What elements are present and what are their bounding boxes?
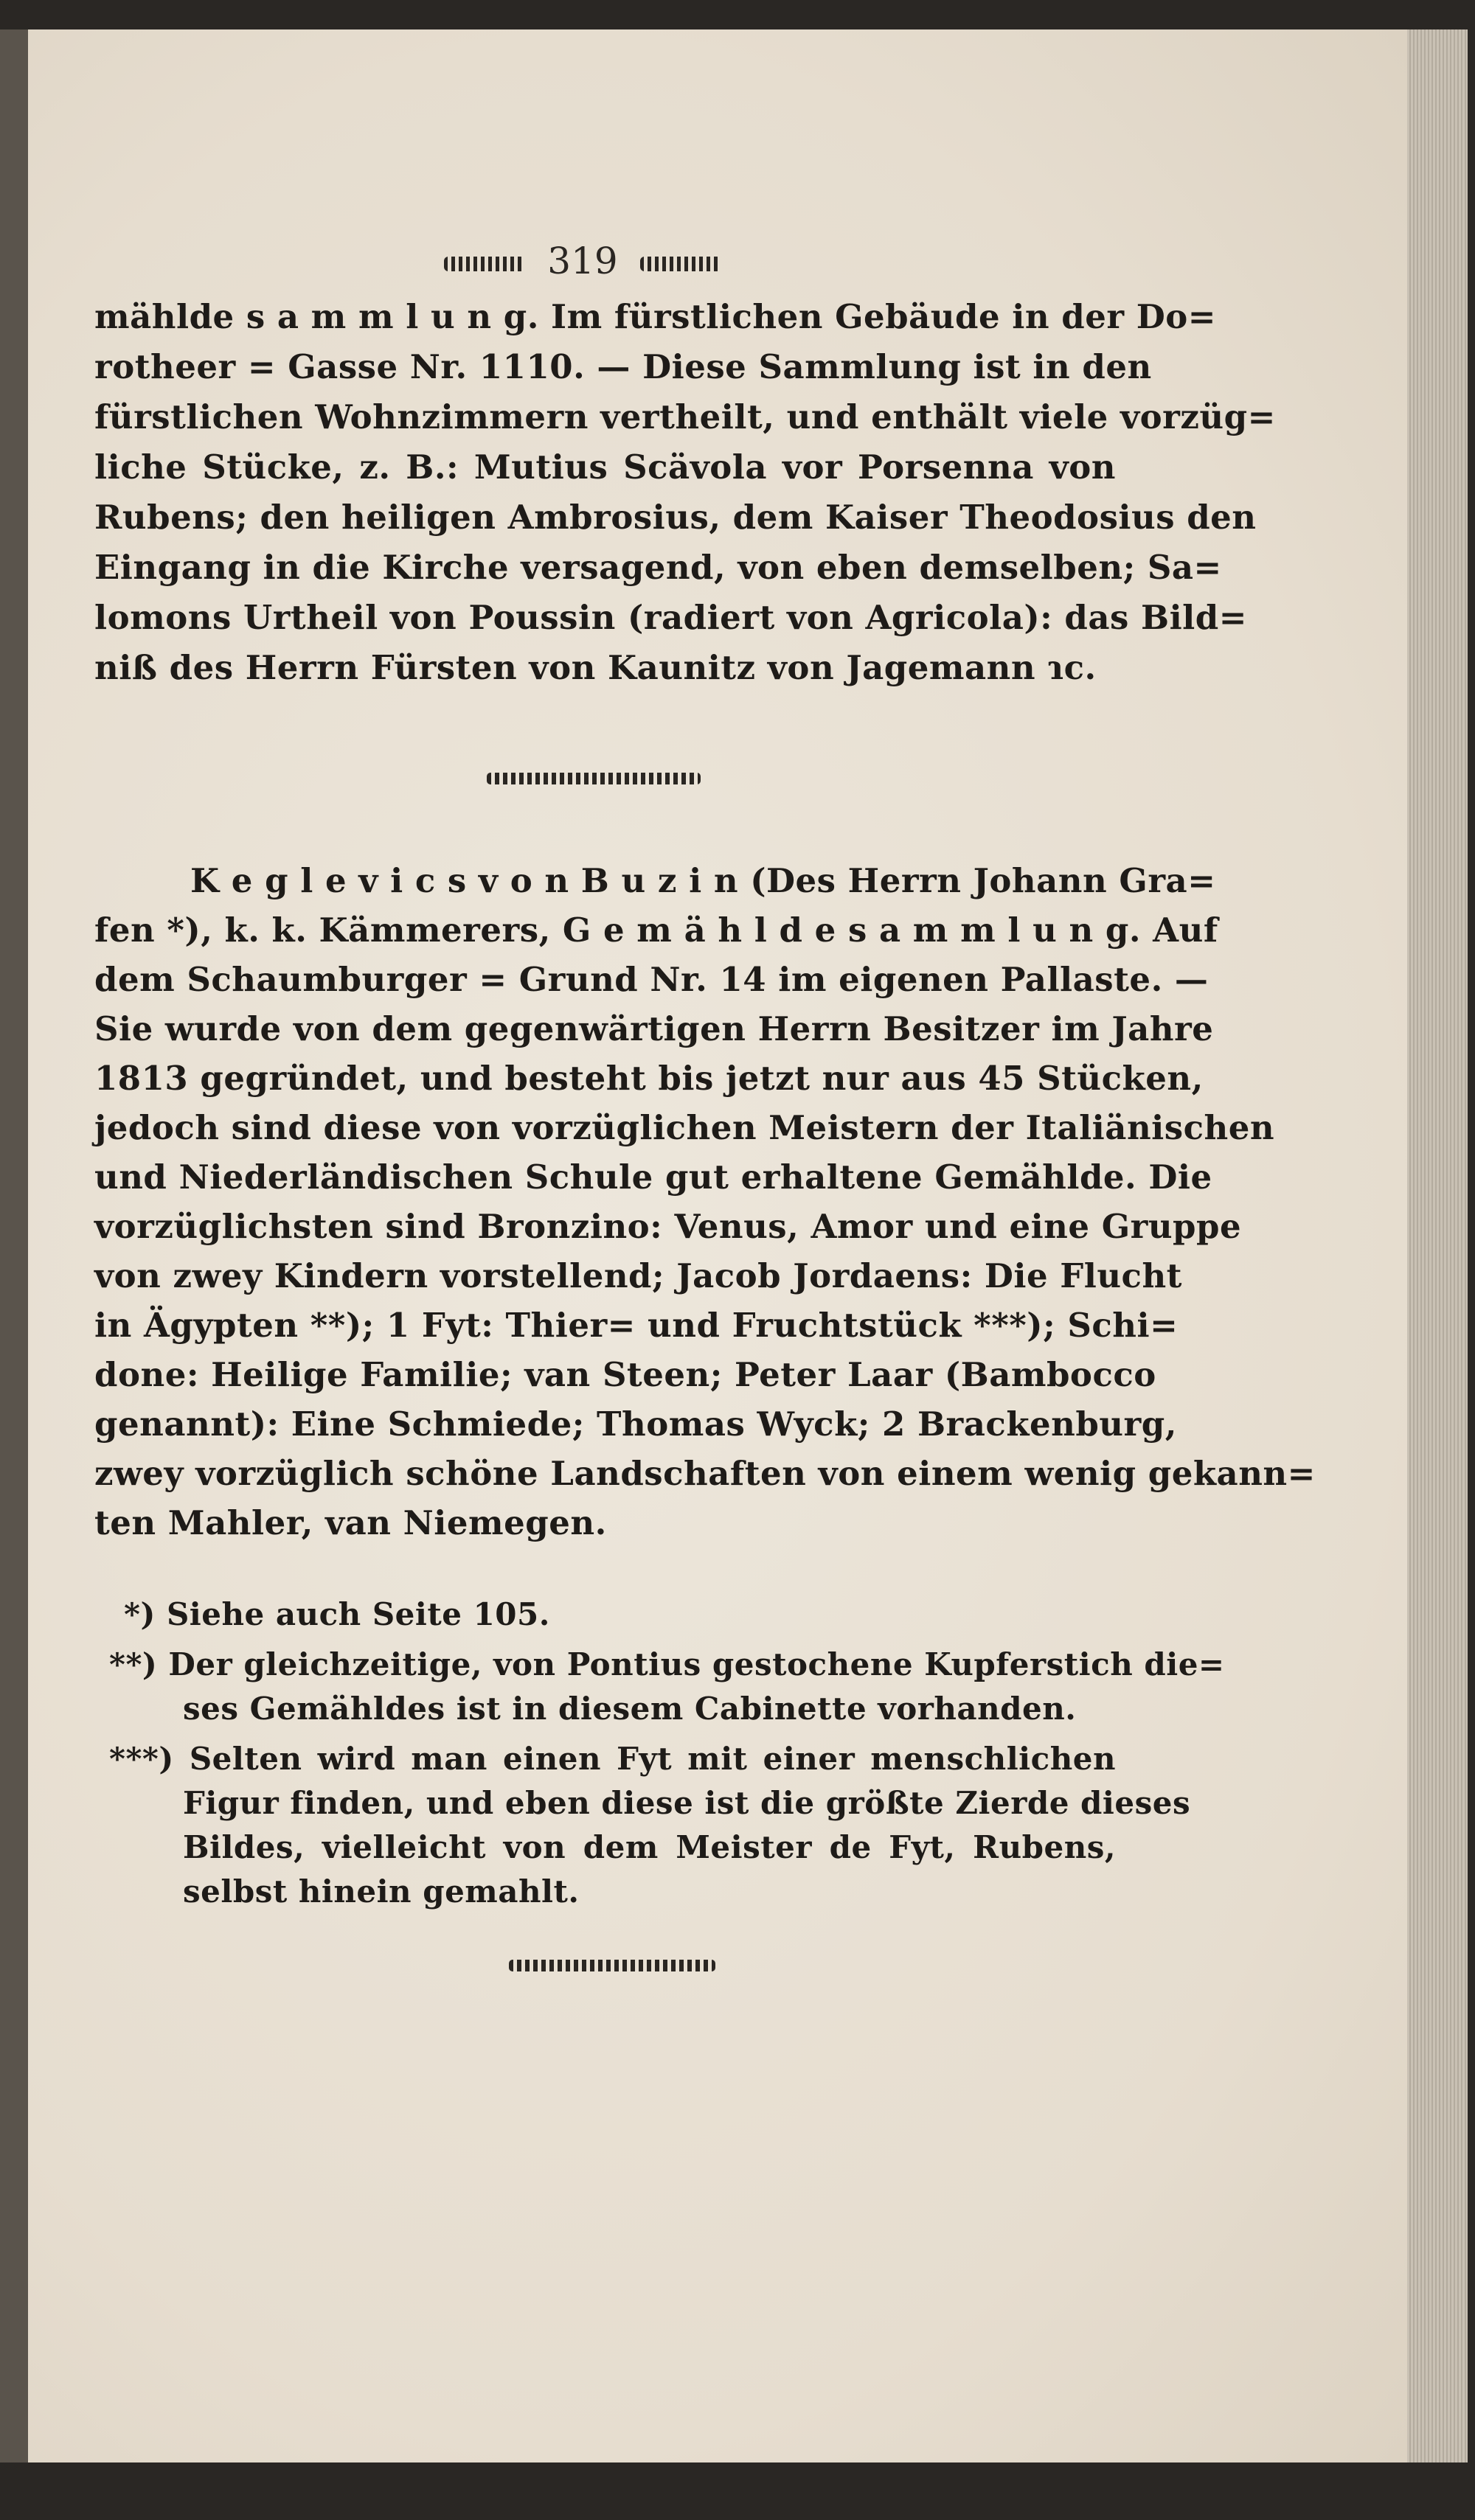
- section-divider: [487, 773, 701, 784]
- text-line: Sie wurde von dem gegenwärtigen Herrn Besitzer im Jahre: [94, 1009, 1214, 1048]
- text-line: *) Siehe auch Seite 105.: [124, 1596, 550, 1632]
- header-ornament-left: [444, 257, 525, 271]
- page-stack-edge: [1407, 29, 1468, 2462]
- text-line: liche Stücke, z. B.: Mutius Scävola vor Porsenna von: [94, 448, 1116, 487]
- text-line: K e g l e v i c s v o n B u z i n (Des Herrn Johann Gra=: [190, 861, 1216, 900]
- text-line: done: Heilige Familie; van Steen; Peter Laar (Bambocco: [94, 1355, 1156, 1394]
- text-line: niß des Herrn Fürsten von Kaunitz von Jagemann ɿc.: [94, 648, 1097, 687]
- text-line: mählde s a m m l u n g. Im fürstlichen Gebäude in der Do=: [94, 297, 1216, 336]
- section-divider-bottom: [509, 1960, 715, 1971]
- text-line: jedoch sind diese von vorzüglichen Meistern der Italiänischen: [94, 1108, 1275, 1147]
- text-line: ten Mahler, van Niemegen.: [94, 1503, 607, 1542]
- page-number: 319: [547, 240, 618, 282]
- book-left-edge: [0, 29, 28, 2462]
- text-line: und Niederländischen Schule gut erhaltene Gemählde. Die: [94, 1158, 1212, 1197]
- text-line: Bildes, vielleicht von dem Meister de Fyt, Rubens,: [183, 1829, 1116, 1865]
- text-line: dem Schaumburger = Grund Nr. 14 im eigenen Pallaste. —: [94, 960, 1209, 999]
- page-header: [413, 240, 752, 282]
- text-line: in Ägypten **); 1 Fyt: Thier= und Fruchtstück ***); Schi=: [94, 1306, 1179, 1345]
- text-line: genannt): Eine Schmiede; Thomas Wyck; 2 Brackenburg,: [94, 1405, 1177, 1444]
- text-line: fürstlichen Wohnzimmern vertheilt, und enthält viele vorzüg=: [94, 397, 1276, 436]
- text-line: Rubens; den heiligen Ambrosius, dem Kaiser Theodosius den: [94, 498, 1257, 537]
- text-line: zwey vorzüglich schöne Landschaften von einem wenig gekann=: [94, 1454, 1316, 1493]
- text-line: **) Der gleichzeitige, von Pontius gestochene Kupferstich die=: [109, 1646, 1225, 1682]
- text-line: rotheer = Gasse Nr. 1110. — Diese Sammlung ist in den: [94, 347, 1152, 386]
- text-line: 1813 gegründet, und besteht bis jetzt nur aus 45 Stücken,: [94, 1059, 1204, 1098]
- text-line: Figur finden, und eben diese ist die größte Zierde dieses: [183, 1785, 1191, 1821]
- text-line: Eingang in die Kirche versagend, von eben demselben; Sa=: [94, 548, 1222, 587]
- text-line: lomons Urtheil von Poussin (radiert von Agricola): das Bild=: [94, 598, 1247, 637]
- text-line: vorzüglichsten sind Bronzino: Venus, Amor und eine Gruppe: [94, 1207, 1242, 1246]
- header-ornament-right: [640, 257, 721, 271]
- text-line: von zwey Kindern vorstellend; Jacob Jordaens: Die Flucht: [94, 1256, 1182, 1295]
- text-line: fen *), k. k. Kämmerers, G e m ä h l d e s a m m l u n g. Auf: [94, 911, 1218, 950]
- text-line: selbst hinein gemahlt.: [183, 1873, 580, 1910]
- text-line: ***) Selten wird man einen Fyt mit einer menschlichen: [109, 1741, 1116, 1777]
- text-line: ses Gemähldes ist in diesem Cabinette vorhanden.: [183, 1691, 1077, 1727]
